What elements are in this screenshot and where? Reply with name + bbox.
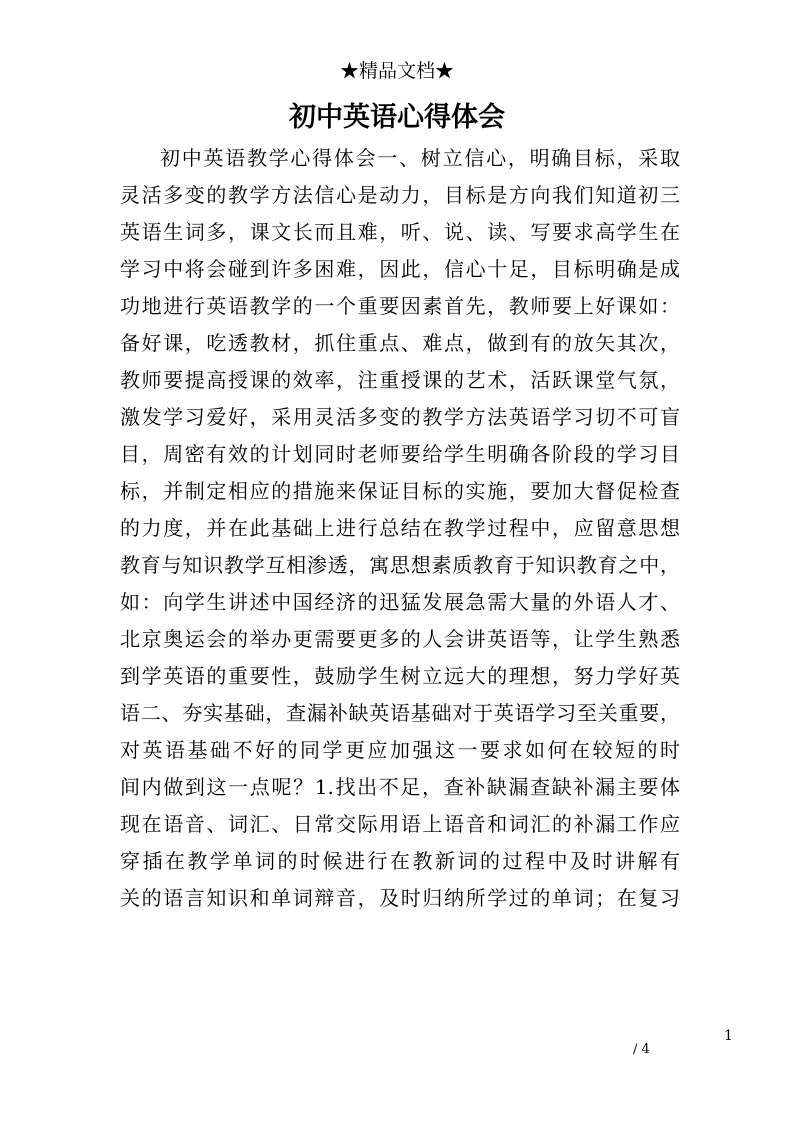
body-line: 激发学习爱好，采用灵活多变的教学方法英语学习切不可盲 — [120, 405, 680, 429]
body-line: 标，并制定相应的措施来保证目标的实施，要加大督促检查 — [120, 479, 680, 503]
body-line: 教师要提高授课的效率，注重授课的艺术，活跃课堂气氛， — [120, 368, 680, 392]
body-line: 如：向学生讲述中国经济的迅猛发展急需大量的外语人才、 — [120, 590, 680, 614]
body-line: 初中英语教学心得体会一、树立信心，明确目标，采取 — [160, 146, 680, 170]
body-line: 现在语音、词汇、日常交际用语上语音和词汇的补漏工作应 — [120, 812, 680, 836]
body-line: 穿插在教学单词的时候进行在教新词的过程中及时讲解有 — [120, 849, 680, 873]
body-line: 北京奥运会的举办更需要更多的人会讲英语等，让学生熟悉 — [120, 627, 680, 651]
body-line: 备好课，吃透教材，抓住重点、难点，做到有的放矢其次， — [120, 331, 680, 355]
body-line: 对英语基础不好的同学更应加强这一要求如何在较短的时 — [120, 738, 680, 762]
body-line: 语二、夯实基础，查漏补缺英语基础对于英语学习至关重要， — [120, 701, 680, 725]
document-header: ★精品文档★ — [339, 60, 454, 82]
document-body — [120, 140, 680, 917]
body-line: 教育与知识教学互相渗透，寓思想素质教育于知识教育之中， — [120, 553, 680, 577]
page-total: / 4 — [633, 1042, 650, 1057]
body-line: 的力度，并在此基础上进行总结在教学过程中，应留意思想 — [120, 516, 680, 540]
body-line: 间内做到这一点呢？1.找出不足，查补缺漏查缺补漏主要体 — [120, 775, 680, 799]
body-line: 英语生词多，课文长而且难，听、说、读、写要求高学生在 — [120, 220, 680, 244]
body-line: 关的语言知识和单词辩音，及时归纳所学过的单词；在复习 — [120, 886, 680, 910]
body-line: 学习中将会碰到许多困难，因此，信心十足，目标明确是成 — [120, 257, 680, 281]
document-title: 初中英语心得体会 — [289, 102, 505, 133]
body-line: 灵活多变的教学方法信心是动力，目标是方向我们知道初三 — [120, 183, 680, 207]
body-line: 到学英语的重要性，鼓励学生树立远大的理想，努力学好英 — [120, 664, 680, 688]
page-number: 1 — [724, 1028, 733, 1044]
body-line: 功地进行英语教学的一个重要因素首先，教师要上好课如： — [120, 294, 680, 318]
body-line: 目，周密有效的计划同时老师要给学生明确各阶段的学习目 — [120, 442, 680, 466]
